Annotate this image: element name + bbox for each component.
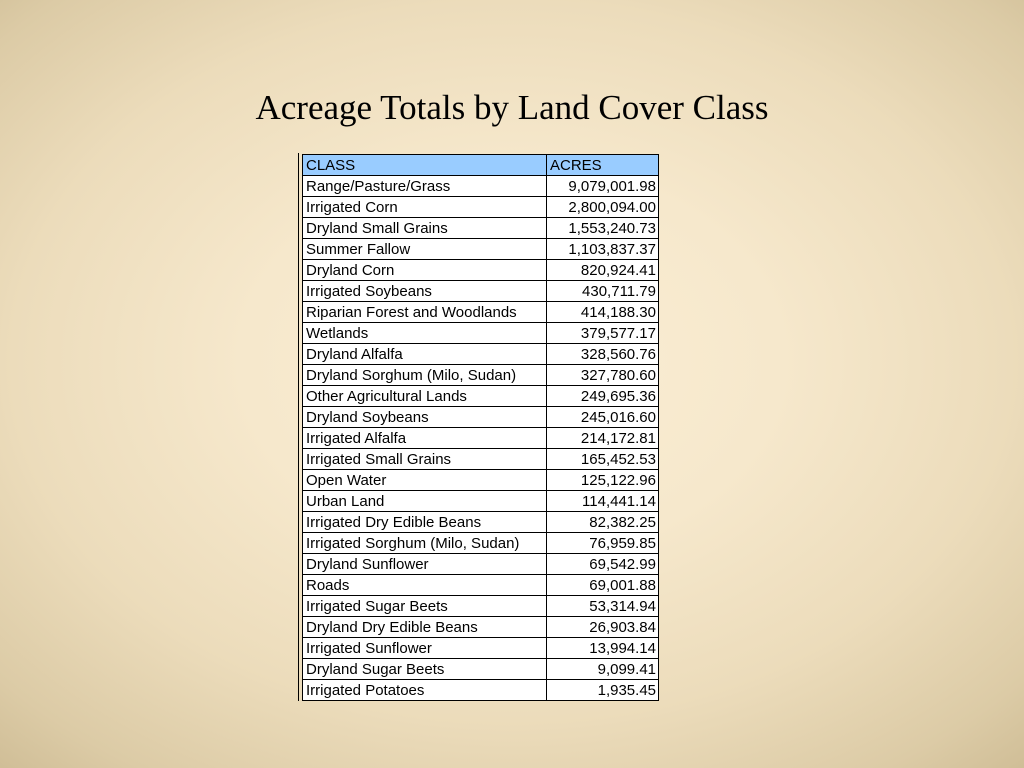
acres-cell: 125,122.96 [547,470,659,491]
acres-cell: 82,382.25 [547,512,659,533]
table-body [303,176,659,701]
table-row [303,218,659,239]
class-cell: Irrigated Corn [303,197,547,218]
acres-cell: 249,695.36 [547,386,659,407]
acres-cell: 327,780.60 [547,365,659,386]
class-cell: Dryland Alfalfa [303,344,547,365]
class-cell: Dryland Corn [303,260,547,281]
acres-cell: 430,711.79 [547,281,659,302]
table-row [303,596,659,617]
table-row [303,470,659,491]
table-row [303,680,659,701]
class-cell: Irrigated Sorghum (Milo, Sudan) [303,533,547,554]
acreage-table-container [298,153,659,701]
table-row [303,239,659,260]
class-cell: Irrigated Alfalfa [303,428,547,449]
table-row [303,659,659,680]
table-header-row [303,155,659,176]
acres-cell: 114,441.14 [547,491,659,512]
class-cell: Dryland Dry Edible Beans [303,617,547,638]
class-cell: Irrigated Potatoes [303,680,547,701]
class-cell: Range/Pasture/Grass [303,176,547,197]
acres-cell: 26,903.84 [547,617,659,638]
acres-cell: 379,577.17 [547,323,659,344]
acres-cell: 9,079,001.98 [547,176,659,197]
table-row [303,302,659,323]
acres-cell: 165,452.53 [547,449,659,470]
table-row [303,554,659,575]
acres-cell: 1,553,240.73 [547,218,659,239]
table-row [303,638,659,659]
table-row [303,449,659,470]
table-row [303,512,659,533]
class-cell: Dryland Small Grains [303,218,547,239]
class-cell: Urban Land [303,491,547,512]
table-row [303,491,659,512]
acres-cell: 414,188.30 [547,302,659,323]
acres-cell: 214,172.81 [547,428,659,449]
table-row [303,281,659,302]
table-row [303,575,659,596]
acres-cell: 820,924.41 [547,260,659,281]
acres-cell: 53,314.94 [547,596,659,617]
class-cell: Irrigated Soybeans [303,281,547,302]
class-cell: Irrigated Sugar Beets [303,596,547,617]
column-header-acres: ACRES [547,155,659,176]
table-row [303,386,659,407]
class-cell: Roads [303,575,547,596]
table-row [303,176,659,197]
class-cell: Summer Fallow [303,239,547,260]
column-header-class: CLASS [303,155,547,176]
acres-cell: 9,099.41 [547,659,659,680]
slide-title: Acreage Totals by Land Cover Class [255,88,769,127]
acres-cell: 69,001.88 [547,575,659,596]
class-cell: Open Water [303,470,547,491]
table-row [303,260,659,281]
acres-cell: 2,800,094.00 [547,197,659,218]
class-cell: Dryland Sunflower [303,554,547,575]
class-cell: Irrigated Dry Edible Beans [303,512,547,533]
table-row [303,323,659,344]
table-row [303,617,659,638]
table-row [303,197,659,218]
table-row [303,365,659,386]
class-cell: Wetlands [303,323,547,344]
class-cell: Other Agricultural Lands [303,386,547,407]
class-cell: Irrigated Small Grains [303,449,547,470]
class-cell: Dryland Sugar Beets [303,659,547,680]
acres-cell: 1,103,837.37 [547,239,659,260]
acres-cell: 76,959.85 [547,533,659,554]
class-cell: Irrigated Sunflower [303,638,547,659]
class-cell: Dryland Soybeans [303,407,547,428]
acres-cell: 69,542.99 [547,554,659,575]
table-row [303,428,659,449]
class-cell: Riparian Forest and Woodlands [303,302,547,323]
table-row [303,344,659,365]
class-cell: Dryland Sorghum (Milo, Sudan) [303,365,547,386]
table-row [303,533,659,554]
acreage-table [302,154,659,701]
acres-cell: 328,560.76 [547,344,659,365]
acres-cell: 1,935.45 [547,680,659,701]
acres-cell: 13,994.14 [547,638,659,659]
table-row [303,407,659,428]
acres-cell: 245,016.60 [547,407,659,428]
